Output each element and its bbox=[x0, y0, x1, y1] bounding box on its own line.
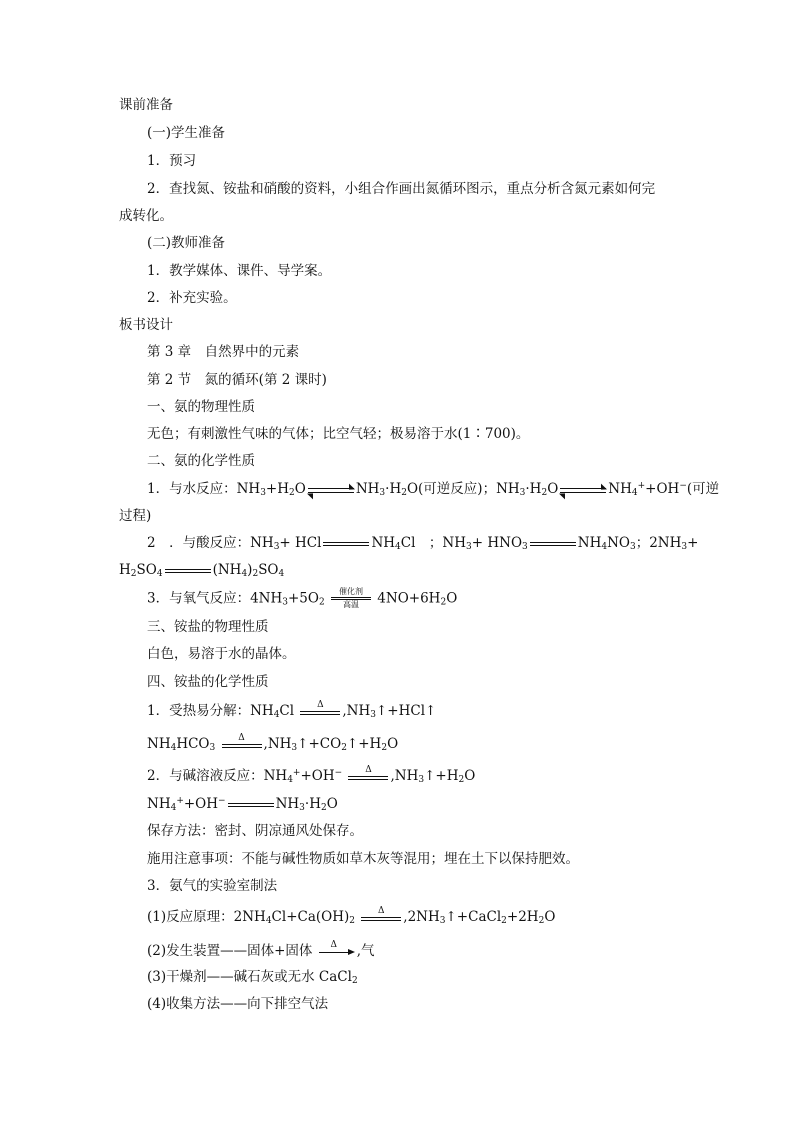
decomposition-2: $NH_4HCO_3$ Δ $,NH_3↑+CO_2↑+H_2O$ bbox=[147, 733, 399, 753]
section-title: 第 2 节 氮的循环(第 2 课时) bbox=[147, 372, 327, 388]
heading-prep: 课前准备 bbox=[119, 97, 173, 113]
heat-condition-icon: Δ bbox=[222, 733, 262, 751]
storage-method: 保存方法：密封、阴凉通风处保存。 bbox=[147, 823, 363, 839]
prep-item-2: 2．查找氮、铵盐和硝酸的资料，小组合作画出氮循环图示，重点分析含氮元素如何完 bbox=[147, 181, 656, 197]
heat-arrow-icon: Δ bbox=[319, 940, 355, 958]
heat-condition-icon: Δ bbox=[300, 700, 340, 718]
reversible-arrow-icon bbox=[560, 485, 606, 495]
fertilizer-note: 施用注意事项：不能与碱性物质如草木灰等混用；埋在土下以保持肥效。 bbox=[147, 851, 579, 867]
prep-item-1: 1．预习 bbox=[147, 153, 197, 169]
part3-text: 白色，易溶于水的晶体。 bbox=[147, 646, 296, 662]
lab-principle: (1)反应原理：$2NH_4Cl+Ca(OH)_2$ Δ $,2NH_3↑+CaCl_2+2H_2O$ bbox=[147, 906, 556, 926]
lab-title: 3．氨气的实验室制法 bbox=[147, 878, 278, 894]
part4-title: 四、铵盐的化学性质 bbox=[147, 674, 269, 690]
teacher-item-2: 2．补充实验。 bbox=[147, 290, 237, 306]
part3-title: 三、铵盐的物理性质 bbox=[147, 619, 269, 635]
decomposition-1: 1．受热易分解：$NH_4Cl$ Δ $,NH_3↑+HCl↑$ bbox=[147, 700, 437, 720]
teacher-prep: (二)教师准备 bbox=[147, 235, 226, 251]
heat-condition-icon: Δ bbox=[361, 906, 401, 924]
reaction-water: 1．与水反应：$NH_3+H_2O$ $NH_3\cdot H_2O$(可逆反应)；$NH_3\cdot H_2O$ $NH_4^++OH^-$(可逆 bbox=[147, 481, 720, 498]
part1-text: 无色；有刺激性气味的气体；比空气轻；极易溶于水(1∶700)。 bbox=[147, 426, 530, 442]
chapter-title: 第 3 章 自然界中的元素 bbox=[147, 344, 300, 360]
catalyst-condition-icon: 催化剂 高温 bbox=[331, 589, 371, 609]
lab-desiccant: (3)干燥剂——碱石灰或无水 CaCl$_2$ bbox=[147, 969, 358, 986]
teacher-item-1: 1．教学媒体、课件、导学案。 bbox=[147, 263, 332, 279]
equals-sign-icon bbox=[323, 540, 369, 548]
lab-apparatus: (2)发生装置——固体+固体 Δ ,气 bbox=[147, 940, 375, 959]
student-prep: (一)学生准备 bbox=[147, 125, 226, 141]
alkali-reaction-1: 2．与碱溶液反应：$NH_4^++OH^-$ Δ $,NH_3↑+H_2O$ bbox=[147, 765, 476, 785]
reaction-water-cont: 过程) bbox=[119, 508, 152, 524]
equals-sign-icon bbox=[530, 540, 576, 548]
reaction-acid-cont: $H_2SO_4$ $(NH_4)_2SO_4$ bbox=[119, 562, 285, 579]
board-heading: 板书设计 bbox=[119, 317, 173, 333]
equals-sign-icon bbox=[165, 567, 211, 575]
lab-collection: (4)收集方法——向下排空气法 bbox=[147, 996, 329, 1012]
alkali-reaction-2: $NH_4^++OH^-$ $NH_3\cdot H_2O$ bbox=[147, 796, 338, 813]
equals-sign-icon bbox=[228, 801, 274, 809]
part1-title: 一、氨的物理性质 bbox=[147, 399, 255, 415]
reaction-acid: 2 ．与酸反应：$NH_3$ + HCl $NH_4Cl$ ；$NH_3$ + $HNO_3$ $NH_4NO_3$ ；$2NH_3$ + bbox=[147, 535, 699, 552]
heat-condition-icon: Δ bbox=[348, 765, 388, 783]
prep-item-2-cont: 成转化。 bbox=[119, 208, 173, 224]
part2-title: 二、氨的化学性质 bbox=[147, 453, 255, 469]
reaction-oxygen: 3．与氧气反应：$4NH_3+5O_2$ 催化剂 高温 $4NO+6H_2O$ bbox=[147, 587, 458, 609]
reversible-arrow-icon bbox=[308, 485, 354, 495]
